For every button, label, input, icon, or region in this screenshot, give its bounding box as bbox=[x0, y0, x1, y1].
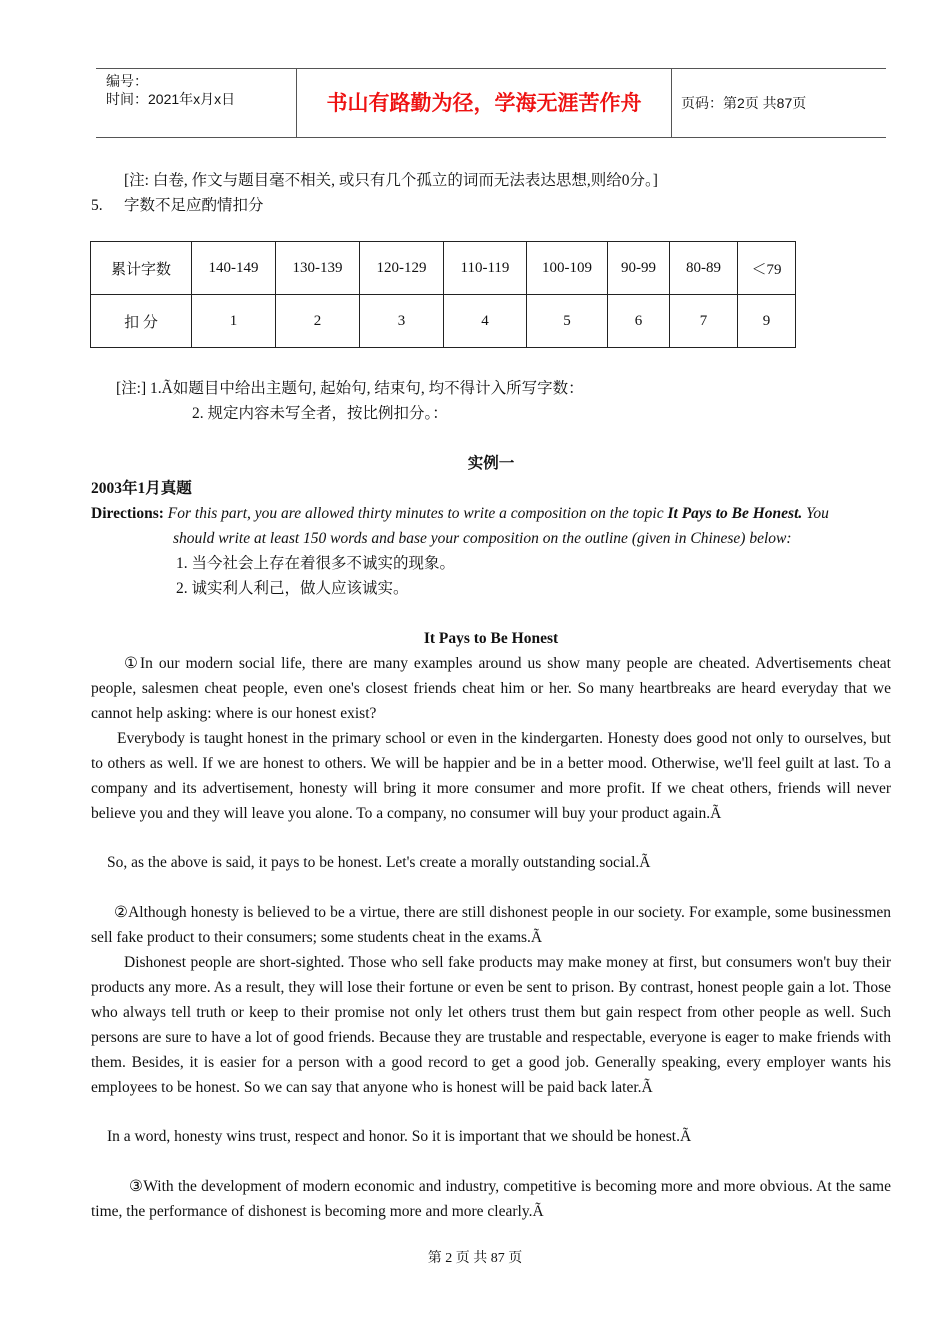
directions-topic: It Pays to Be Honest. bbox=[667, 505, 803, 522]
table-header-cell: 扣 分 bbox=[91, 295, 192, 348]
table-cell: 7 bbox=[670, 295, 738, 348]
essay-paragraph: ①In our modern social life, there are many examples around us show many people are cheated. Advertisements cheat people, salesmen cheat people, even one's closest friends cheat him or her. So many heartbreaks are heard everyday that we cannot help asking: where is our honest exist? bbox=[91, 655, 891, 722]
table-row bbox=[91, 295, 796, 348]
page-footer: 第 2 页 共 87 页 bbox=[427, 1251, 523, 1266]
essay-paragraph: Everybody is taught honest in the primary school or even in the kindergarten. Honesty does good not only to ourselves, but to others as well. If we are honest to others. We will be happier and be in a better mood. Otherwise, we'll feel guilt at last. To a company and its advertisement, honesty will bring it more consumer and more profit. If we cheat others, friends will never believe you and they will leave you alone. To a company, no consumer will buy your product again.Ã bbox=[91, 730, 891, 822]
directions-label: Directions: bbox=[91, 505, 164, 522]
header-motto: 书山有路勤为径，学海无涯苦作舟 bbox=[296, 69, 672, 137]
table-cell: 130-139 bbox=[276, 242, 360, 295]
blank-paper-note: [注: 白卷, 作文与题目毫不相关, 或只有几个孤立的词而无法表达思想,则给0分。] bbox=[124, 172, 658, 189]
word-count-deduction-table bbox=[90, 241, 796, 348]
outline-item: 2. 诚实利人利己，做人应该诚实。 bbox=[176, 580, 409, 597]
table-note-2: 2. 规定内容未写全者，按比例扣分。： bbox=[192, 405, 448, 422]
table-cell: 3 bbox=[360, 295, 444, 348]
directions-line-1 bbox=[91, 501, 829, 526]
page-info-text: 页码：第2页 共87页 bbox=[681, 95, 807, 111]
example-heading: 实例一 bbox=[467, 455, 515, 472]
table-cell: 5 bbox=[527, 295, 608, 348]
table-cell: 90-99 bbox=[608, 242, 670, 295]
directions-line-2: should write at least 150 words and base your composition on the outline (given in Chinese) below: bbox=[173, 530, 792, 547]
table-cell: 120-129 bbox=[360, 242, 444, 295]
table-cell: 1 bbox=[192, 295, 276, 348]
header-meta bbox=[96, 69, 296, 137]
essay-paragraph: So, as the above is said, it pays to be honest. Let's create a morally outstanding social.Ã bbox=[107, 854, 651, 871]
directions-text-end: You bbox=[806, 505, 829, 522]
table-cell: 80-89 bbox=[670, 242, 738, 295]
essay-title: It Pays to Be Honest bbox=[423, 630, 559, 647]
item-5-text: 字数不足应酌情扣分 bbox=[124, 197, 264, 214]
essay-paragraph: ②Although honesty is believed to be a virtue, there are still dishonest people in our society. For example, some businessmen sell fake product to their consumers; some students cheat in the exams.Ã bbox=[91, 904, 891, 946]
essay-paragraph: ③With the development of modern economic and industry, competitive is becoming more and more obvious. At the same time, the performance of dishonest is becoming more and more clearly.Ã bbox=[91, 1178, 891, 1220]
directions-text: For this part, you are allowed thirty minutes to write a composition on the topic bbox=[167, 505, 664, 522]
essay-paragraph: Dishonest people are short-sighted. Those who sell fake products may make money at first, but consumers won't buy their products any more. As a result, they will lose their fortune or even be sent to prison. By contrast, honest people gain a lot. Those who always tell truth or keep to their promise not only let others trust them but gain respect from other people as well. Such persons are sure to have a lot of good friends. Because they are trustable and respectable, everyone is eager to make friends with them. Besides, it is easier for a person with a good record to get a good job. Generally speaking, every employer wants his employees to be honest. So we can say that anyone who is honest will be paid back later.Ã bbox=[91, 954, 891, 1096]
table-cell: ＜79 bbox=[738, 242, 796, 295]
time-label: 时间：2021年x月x日 bbox=[106, 91, 236, 107]
table-cell: 4 bbox=[444, 295, 527, 348]
table-note-1: [注:] 1.Ã如题目中给出主题句, 起始句, 结束句, 均不得计入所写字数： bbox=[116, 380, 584, 397]
number-label: 编号： bbox=[106, 73, 148, 89]
table-cell: 6 bbox=[608, 295, 670, 348]
table-cell: 110-119 bbox=[444, 242, 527, 295]
essay-paragraph: In a word, honesty wins trust, respect and honor. So it is important that we should be honest.Ã bbox=[107, 1128, 692, 1145]
item-5-number: 5. bbox=[91, 197, 103, 214]
table-cell: 140-149 bbox=[192, 242, 276, 295]
outline-item: 1. 当今社会上存在着很多不诚实的现象。 bbox=[176, 555, 456, 572]
table-cell: 100-109 bbox=[527, 242, 608, 295]
header-page-info bbox=[680, 69, 886, 137]
table-cell: 2 bbox=[276, 295, 360, 348]
exam-title: 2003年1月真题 bbox=[91, 480, 192, 497]
table-header-cell: 累计字数 bbox=[91, 242, 192, 295]
table-row bbox=[91, 242, 796, 295]
table-cell: 9 bbox=[738, 295, 796, 348]
page-header bbox=[96, 68, 886, 138]
